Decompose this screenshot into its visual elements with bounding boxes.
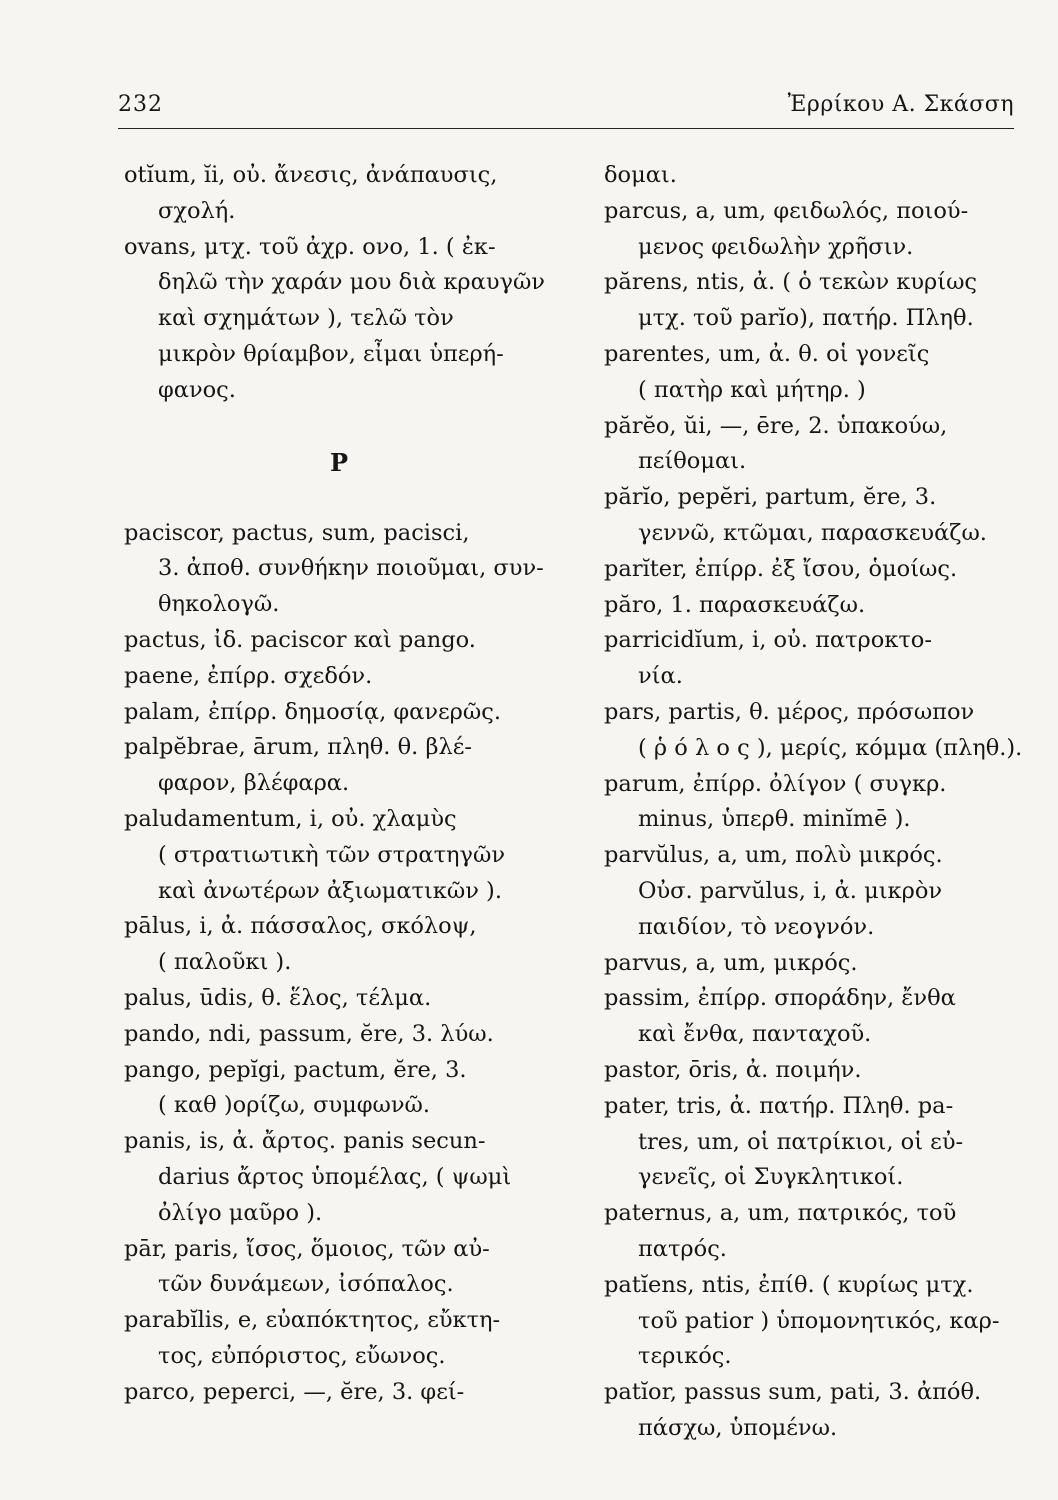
dictionary-entry (604, 265, 1026, 337)
entry-headword-line: paene, ἐπίρρ. σχεδόν. (124, 662, 373, 689)
dictionary-entry (124, 1053, 554, 1125)
page-header (118, 92, 1014, 129)
entry-continuation-line: θηκολογῶ. (158, 591, 280, 618)
dictionary-entry (604, 623, 1026, 695)
entry-headword-line: palam, ἐπίρρ. δημοσίᾳ, φανερῶς. (124, 698, 501, 725)
entry-continuation-line: τος, εὐπόριστος, εὔωνος. (158, 1342, 446, 1369)
entry-headword-line: pater, tris, ἀ. πατήρ. Πληθ. pa- (604, 1092, 954, 1119)
entry-continuation-line: τερικός. (638, 1343, 732, 1370)
dictionary-entry (124, 1375, 554, 1411)
entry-headword-line: părens, ntis, ἀ. ( ὁ τεκὼν κυρίως (604, 269, 978, 296)
entry-continuation-line: δηλῶ τὴν χαράν μου διὰ κραυγῶν (158, 269, 545, 296)
entry-continuation-line: καὶ σχημάτων ), τελῶ τὸν (158, 305, 454, 332)
dictionary-entry (604, 838, 1026, 945)
entry-headword-line: parum, ἐπίρρ. ὀλίγον ( συγκρ. (604, 770, 947, 797)
entry-headword-line: pactus, ἰδ. paciscor καὶ pango. (124, 626, 476, 653)
dictionary-entry (604, 480, 1026, 552)
dictionary-entry (604, 1268, 1026, 1375)
dictionary-entry (604, 1375, 1026, 1447)
entry-headword-line: otĭum, ĭi, οὐ. ἄνεσις, ἀνάπαυσις, (124, 162, 498, 188)
entry-continuation-line: σχολή. (158, 197, 236, 224)
dictionary-entry (604, 1196, 1026, 1268)
entry-continuation-line: τοῦ patior ) ὑπομονητικός, καρ- (638, 1307, 1000, 1334)
dictionary-entry (604, 1053, 1026, 1089)
dictionary-entry (604, 695, 1026, 767)
entry-headword-line: patĭens, ntis, ἐπίθ. ( κυρίως μτχ. (604, 1271, 974, 1298)
entry-continuation-line: καὶ ἀνωτέρων ἀξιωματικῶν ). (158, 877, 502, 904)
dictionary-entry (124, 1017, 554, 1053)
entry-headword-line: parĭter, ἐπίρρ. ἐξ ἴσου, ὁμοίως. (604, 555, 958, 582)
entry-headword-line: passim, ἐπίρρ. σποράδην, ἔνθα (604, 985, 956, 1012)
entry-continuation-line: φαρον, βλέφαρα. (158, 770, 350, 797)
entry-headword-line: pando, ndi, passum, ĕre, 3. λύω. (124, 1020, 494, 1047)
entry-continuation-line: νία. (638, 663, 683, 690)
dictionary-entry (124, 158, 554, 230)
dictionary-entry (604, 409, 1026, 481)
dictionary-entry (124, 1232, 554, 1304)
dictionary-entry (124, 623, 554, 659)
entry-headword-line: parco, peperci, —, ĕre, 3. φεί- (124, 1378, 465, 1405)
entry-headword-line: parentes, um, ἀ. θ. οἱ γονεῖς (604, 340, 930, 367)
entry-continuation-line: μικρὸν θρίαμβον, εἶμαι ὑπερή- (158, 340, 504, 367)
entry-headword-line: pastor, ōris, ἀ. ποιμήν. (604, 1056, 862, 1083)
entry-headword-line: păro, 1. παρασκευάζω. (604, 591, 866, 618)
entry-headword-line: pār, paris, ἴσος, ὅμοιος, τῶν αὐ- (124, 1235, 490, 1262)
section-letter: P (329, 447, 349, 477)
entry-headword-line: palus, ūdis, θ. ἕλος, τέλμα. (124, 984, 432, 1011)
entry-headword-line: părĭo, pepĕri, partum, ĕre, 3. (604, 484, 937, 511)
entry-continuation-line: darius ἄρτος ὑπομέλας, ( ψωμὶ (158, 1163, 512, 1190)
dictionary-entry (604, 767, 1026, 839)
entry-continuation-line: καὶ ἔνθα, πανταχοῦ. (638, 1021, 872, 1048)
entry-headword-line: parvus, a, um, μικρός. (604, 949, 858, 976)
entry-continuation-line: ὀλίγο μαῦρο ). (158, 1199, 323, 1226)
dictionary-entry (604, 981, 1026, 1053)
entry-continuation-line: ( πατὴρ καὶ μήτηρ. ) (638, 376, 866, 403)
dictionary-entry (124, 695, 554, 731)
dictionary-entry (124, 802, 554, 909)
entry-headword-line: pars, partis, θ. μέρος, πρόσωπον (604, 698, 975, 725)
entry-headword-line: pango, pepĭgi, pactum, ĕre, 3. (124, 1056, 467, 1083)
entry-continuation-line: 3. ἀποθ. συνθήκην ποιοῦμαι, συν- (158, 555, 544, 582)
dictionary-entry (124, 659, 554, 695)
entry-continuation-line: γενεῖς, οἱ Συγκλητικοί. (638, 1164, 904, 1191)
entry-headword-line: paludamentum, i, οὐ. χλαμὺς (124, 805, 457, 832)
dictionary-entry (124, 230, 554, 409)
entry-headword-line: paternus, a, um, πατρικός, τοῦ (604, 1200, 957, 1227)
entry-continuation-line: πατρός. (638, 1235, 727, 1262)
entry-headword-line: parricidĭum, i, οὐ. πατροκτο- (604, 627, 932, 654)
entry-headword-line: parcus, a, um, φειδωλός, ποιού- (604, 197, 969, 224)
entry-headword-line: panis, is, ἀ. ἄρτος. panis secun- (124, 1128, 486, 1155)
entry-continuation-line: ( στρατιωτικὴ τῶν στρατηγῶν (158, 841, 505, 868)
dictionary-entry (604, 552, 1026, 588)
dictionary-entry (124, 981, 554, 1017)
entry-headword-line: δομαι. (604, 162, 677, 188)
entry-continuation-line: πάσχω, ὑπομένω. (638, 1414, 838, 1441)
entry-headword-line: palpĕbrae, ārum, πληθ. θ. βλέ- (124, 734, 472, 761)
dictionary-entry (604, 946, 1026, 982)
entry-headword-line: ovans, μτχ. τοῦ ἀχρ. ονο, 1. ( ἐκ- (124, 233, 496, 260)
entry-continuation-line: ( παλοῦκι ). (158, 949, 292, 976)
dictionary-entry (124, 730, 554, 802)
running-head: Ἐρρίκου Α. Σκάσση (787, 92, 1014, 117)
entry-continuation-line: πείθομαι. (638, 448, 747, 475)
entry-continuation-line: γεννῶ, κτῶμαι, παρασκευάζω. (638, 519, 987, 546)
entry-continuation-line: ( ῥ ό λ ο ς ), μερίς, κόμμα (πληθ.). (638, 734, 1023, 761)
entry-headword-line: paciscor, pactus, sum, pacisci, (124, 519, 470, 546)
dictionary-entry (604, 194, 1026, 266)
entry-continuation-line: τῶν δυνάμεων, ἰσόπαλος. (158, 1271, 454, 1298)
left-column (124, 158, 554, 1411)
right-column (604, 158, 1026, 1447)
dictionary-entry (124, 909, 554, 981)
entry-continuation-line: ( καθ )ορίζω, συμφωνῶ. (158, 1092, 431, 1119)
entry-continuation-line: παιδίον, τὸ νεογνόν. (638, 913, 875, 940)
entry-continuation-line: μτχ. τοῦ parĭo), πατήρ. Πληθ. (638, 305, 974, 332)
dictionary-entry (604, 1089, 1026, 1196)
entry-continuation-line: minus, ὑπερθ. minĭmē ). (638, 806, 911, 833)
dictionary-entry (604, 337, 1026, 409)
entry-continuation-line: tres, um, οἱ πατρίκιοι, οἱ εὐ- (638, 1128, 964, 1155)
entry-headword-line: pālus, i, ἀ. πάσσαλος, σκόλοψ, (124, 913, 477, 940)
dictionary-entry (124, 1124, 554, 1231)
entry-continuation-line: Οὐσ. parvŭlus, i, ἀ. μικρὸν (638, 877, 943, 904)
entry-continuation-line: μενος φειδωλὴν χρῆσιν. (638, 233, 914, 260)
entry-headword-line: parabĭlis, e, εὐαπόκτητος, εὔκτη- (124, 1307, 501, 1334)
page-number: 232 (118, 92, 163, 117)
entry-continuation-line: φανος. (158, 376, 236, 403)
entry-headword-line: părĕo, ŭi, —, ēre, 2. ὑπακούω, (604, 412, 948, 439)
entry-headword-line: parvŭlus, a, um, πολὺ μικρός. (604, 842, 943, 869)
entry-headword-line: patĭor, passus sum, pati, 3. ἀπόθ. (604, 1379, 982, 1406)
dictionary-entry (604, 588, 1026, 624)
dictionary-entry (124, 516, 554, 623)
dictionary-entry (604, 158, 1026, 194)
dictionary-entry (124, 1303, 554, 1375)
